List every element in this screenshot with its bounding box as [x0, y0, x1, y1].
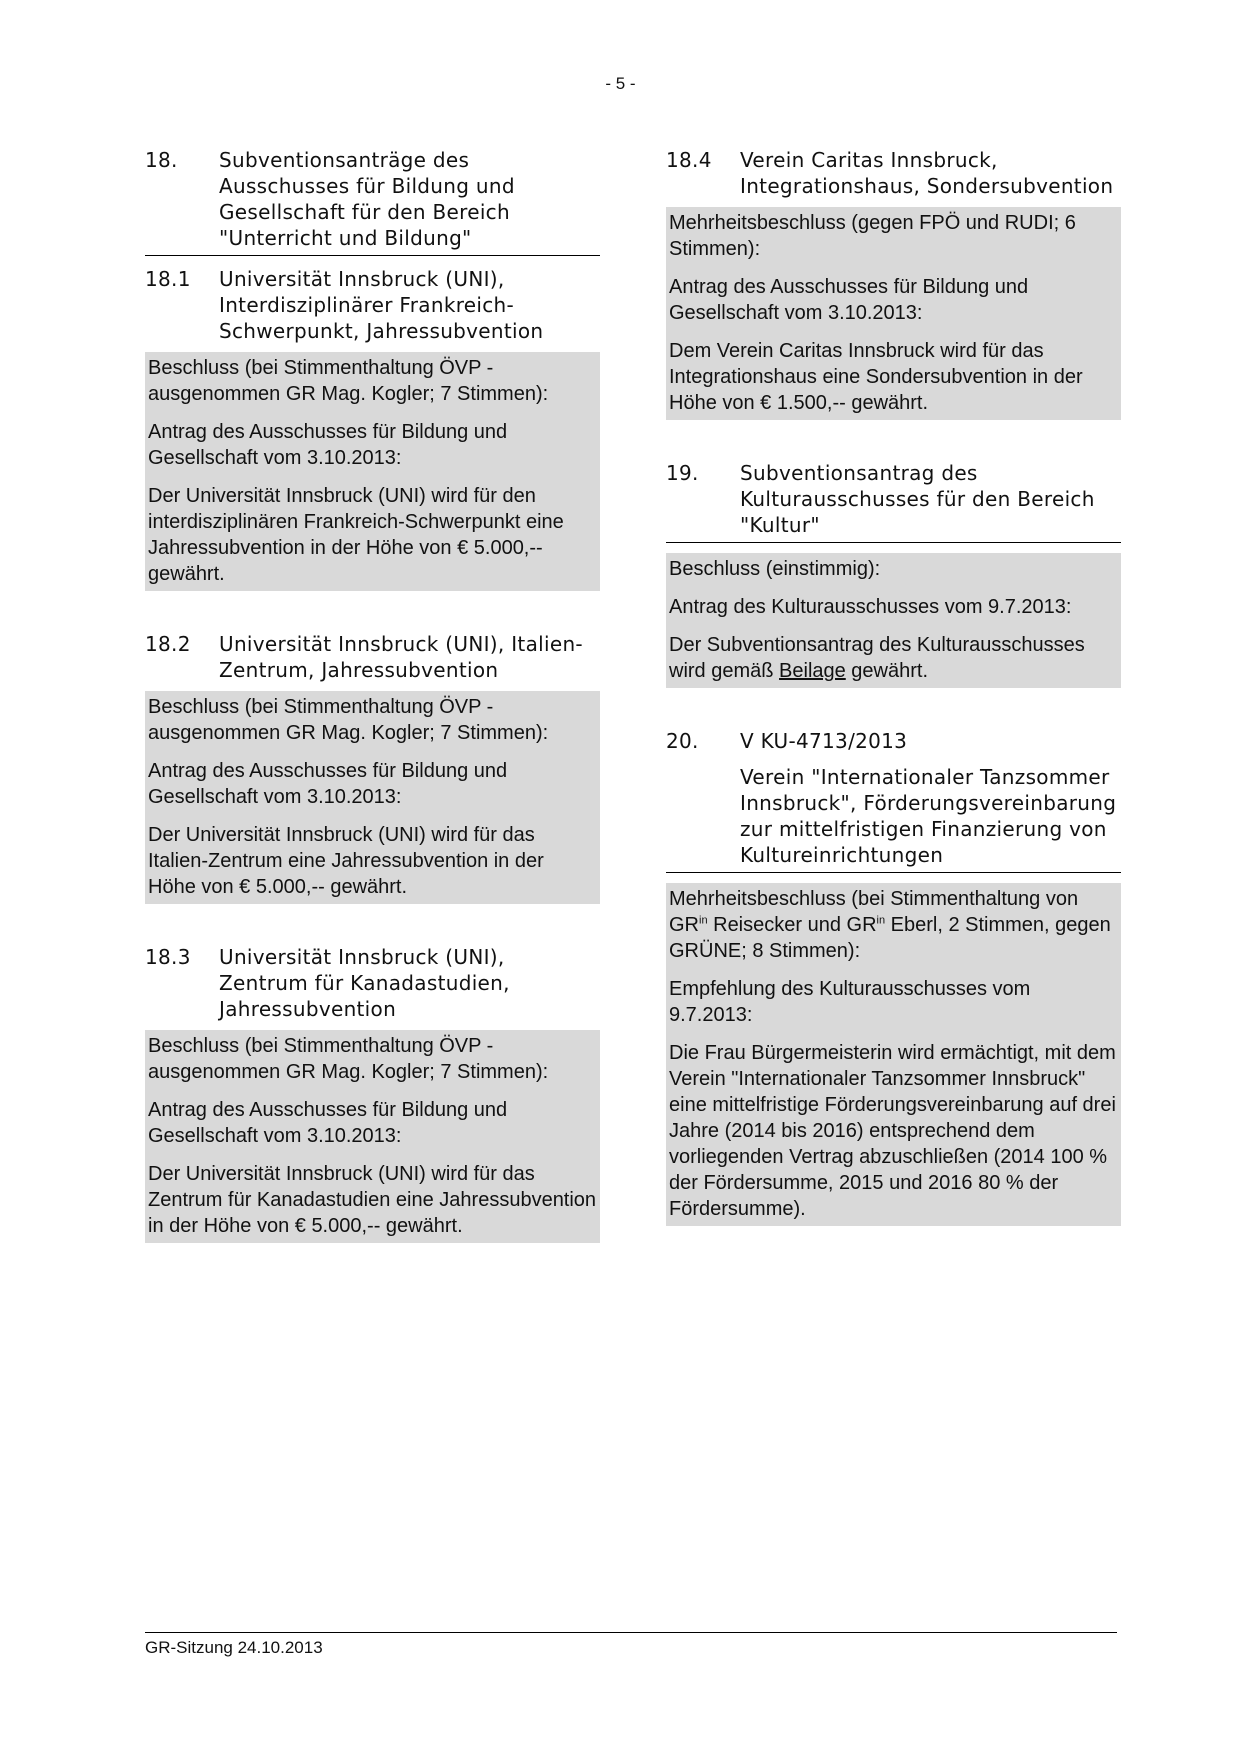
item-18-1-body — [145, 352, 600, 591]
item-title: Universität Innsbruck (UNI), Zentrum für Kanadastudien, Jahressubvention — [219, 945, 510, 1021]
item-19-heading — [666, 460, 1121, 543]
page-number: - 5 - — [605, 74, 636, 93]
item-title: Universität Innsbruck (UNI), Interdisziplinärer Frankreich-Schwerpunkt, Jahressubvention — [219, 267, 544, 343]
motion-text: Antrag des Kulturausschusses vom 9.7.2013: — [669, 596, 1072, 618]
motion-text: Antrag des Ausschusses für Bildung und Gesellschaft vom 3.10.2013: — [148, 421, 508, 469]
reference-number: V KU-4713/2013 — [740, 729, 908, 753]
motion-text: Antrag des Ausschusses für Bildung und Gesellschaft vom 3.10.2013: — [148, 760, 508, 808]
decision-text: Dem Verein Caritas Innsbruck wird für das Integrationshaus eine Sondersubvention in der Höhe von € 1.500,-- gewährt. — [669, 340, 1083, 414]
decision-text: Der Universität Innsbruck (UNI) wird für das Italien-Zentrum eine Jahressubvention in der Höhe von € 5.000,-- gewährt. — [148, 824, 544, 898]
decision-text: Der Universität Innsbruck (UNI) wird für das Zentrum für Kanadastudien eine Jahressubvention in der Höhe von € 5.000,-- gewährt. — [148, 1163, 597, 1237]
left-column — [145, 147, 600, 1283]
item-18-4-heading — [666, 147, 1121, 199]
item-18-2-body — [145, 691, 600, 904]
item-18-heading — [145, 147, 600, 256]
resolution-text: Mehrheitsbeschluss (bei Stimmenthaltung von $GR^{in}$ Reisecker und $GR^{in}$ Eberl, 2 Stimmen, gegen GRÜNE; 8 Stimmen): — [669, 888, 1111, 962]
beilage-link[interactable]: Beilage — [779, 660, 846, 682]
item-18-1-heading — [145, 266, 600, 344]
resolution-text: Beschluss (bei Stimmenthaltung ÖVP - ausgenommen GR Mag. Kogler; 7 Stimmen): — [148, 696, 549, 744]
item-number: 18.2 — [145, 632, 191, 656]
item-number: 18. — [145, 148, 178, 172]
item-18-3-heading — [145, 944, 600, 1022]
right-column — [666, 147, 1121, 1266]
item-title: Universität Innsbruck (UNI), Italien-Zentrum, Jahressubvention — [219, 632, 583, 682]
item-title: Verein Caritas Innsbruck, Integrationshaus, Sondersubvention — [740, 148, 1114, 198]
decision-text: Die Frau Bürgermeisterin wird ermächtigt, mit dem Verein "Internationaler Tanzsommer Innsbruck" eine mittelfristige Förderungsvereinbarung auf drei Jahre (2014 bis 2016) entsprechend dem vorliegenden Vertrag abzuschließen (2014 100 % der Fördersumme, 2015 und 2016 80 % der Fördersumme). — [669, 1042, 1116, 1220]
resolution-text: Mehrheitsbeschluss (gegen FPÖ und RUDI; 6 Stimmen): — [669, 212, 1076, 260]
resolution-text: Beschluss (bei Stimmenthaltung ÖVP - ausgenommen GR Mag. Kogler; 7 Stimmen): — [148, 357, 549, 405]
item-20-body — [666, 883, 1121, 1226]
motion-text: Antrag des Ausschusses für Bildung und Gesellschaft vom 3.10.2013: — [148, 1099, 508, 1147]
motion-text: Empfehlung des Kulturausschusses vom 9.7.2013: — [669, 978, 1031, 1026]
item-number: 18.1 — [145, 267, 191, 291]
item-title: Subventionsanträge des Ausschusses für Bildung und Gesellschaft für den Bereich "Unterricht und Bildung" — [219, 148, 515, 250]
item-20-heading — [666, 764, 1121, 873]
resolution-text: Beschluss (bei Stimmenthaltung ÖVP - ausgenommen GR Mag. Kogler; 7 Stimmen): — [148, 1035, 549, 1083]
item-number: 18.3 — [145, 945, 191, 969]
item-18-4-body — [666, 207, 1121, 420]
item-number: 20. — [666, 729, 699, 753]
resolution-text: Beschluss (einstimmig): — [669, 558, 881, 580]
decision-text: Der Universität Innsbruck (UNI) wird für den interdisziplinären Frankreich-Schwerpunkt eine Jahressubvention in der Höhe von € 5.000,-- gewährt. — [148, 485, 564, 585]
item-number: 18.4 — [666, 148, 712, 172]
item-title: Verein "Internationaler Tanzsommer Innsbruck", Förderungsvereinbarung zur mittelfristigen Finanzierung von Kultureinrichtungen — [740, 765, 1117, 867]
item-title: Subventionsantrag des Kulturausschusses für den Bereich "Kultur" — [740, 461, 1095, 537]
decision-text-part: gewährt. — [845, 660, 929, 682]
item-number: 19. — [666, 461, 699, 485]
item-18-2-heading — [145, 631, 600, 683]
decision-text-part: Der Subventionsantrag des Kulturausschusses wird gemäß — [669, 634, 1085, 682]
item-18-3-body — [145, 1030, 600, 1243]
motion-text: Antrag des Ausschusses für Bildung und Gesellschaft vom 3.10.2013: — [669, 276, 1029, 324]
page-footer: GR-Sitzung 24.10.2013 — [145, 1632, 1117, 1658]
item-19-body — [666, 553, 1121, 688]
item-20-reference — [666, 728, 1121, 754]
decision-text — [669, 632, 1118, 684]
